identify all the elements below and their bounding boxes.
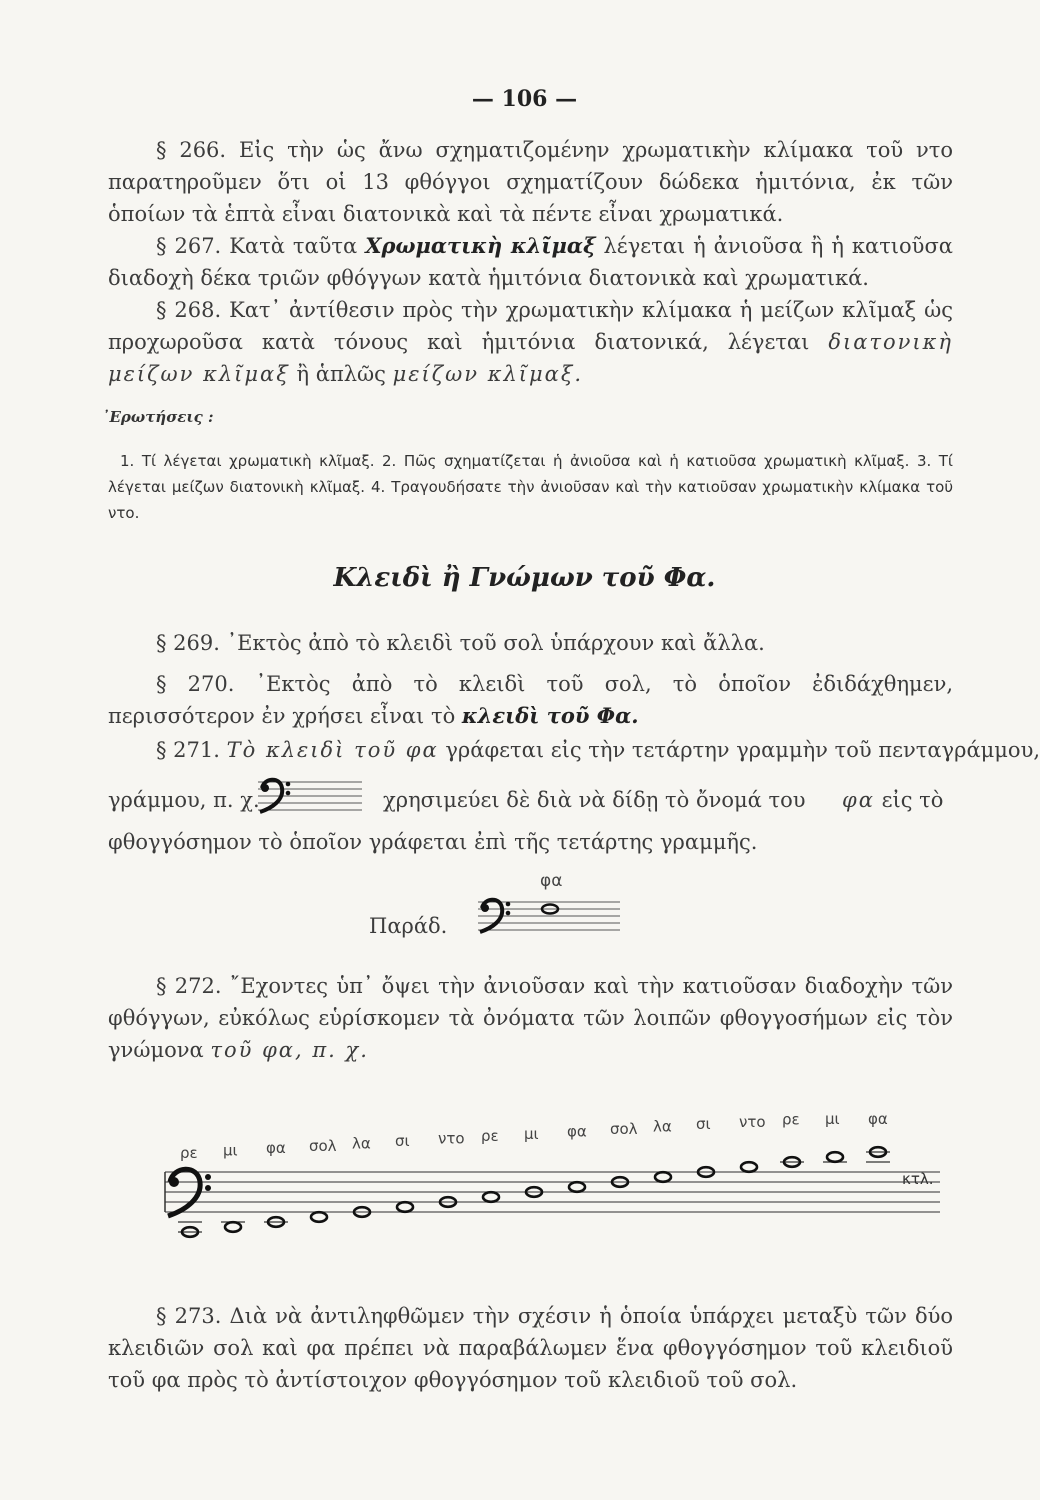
scale-note-name: φα [868, 1110, 888, 1128]
paragraph-270 [108, 668, 953, 732]
scale-note [311, 1212, 327, 1222]
etc-label: κτλ. [902, 1170, 934, 1188]
scale-note-name: σολ [309, 1136, 337, 1155]
scale-note-name: λα [653, 1117, 672, 1136]
paragraph-text: τοῦ φα, π. χ. [210, 1038, 369, 1062]
term-chromatic-scale: Χρωματικὴ κλῖμαξ [365, 233, 596, 258]
term-fa-clef: κλειδὶ τοῦ Φα. [461, 703, 639, 728]
example-staff [470, 868, 630, 940]
paragraph-text: λέγεται ἡ ἀνιοῦσα ἢ ἡ κατιοῦσα διαδοχὴ δέκα τριῶν φθόγγων κατὰ ἡμιτόνια διατονικὰ καὶ χρωματικά. [108, 234, 953, 290]
paragraph-text: Διὰ νὰ ἀντιληφθῶμεν τὴν σχέσιν ἡ ὁποία ὑπάρχει μεταξὺ τῶν δύο κλειδιῶν σολ καὶ φα πρέπει νὰ παραβάλωμεν ἕνα φθογγόσημον τοῦ κλειδιοῦ τοῦ φα πρὸς τὸ ἀντίστοιχον φθογγόσημον τοῦ κλειδιοῦ τοῦ σολ. [108, 1304, 953, 1392]
paragraph-text: ῎Εχοντες ὑπ᾽ ὄψει τὴν ἀνιοῦσαν καὶ τὴν κατιοῦσαν διαδοχὴν τῶν φθόγγων, εὐκόλως εὑρίσκομεν τὰ ὀνόματα τῶν λοιπῶν φθογγοσήμων εἰς τὸν γνώμονα [108, 974, 953, 1062]
scale-note-name: σολ [610, 1120, 638, 1138]
section-number: § 272. [156, 974, 222, 998]
section-number: § 267. [156, 234, 222, 258]
scale-note [397, 1202, 413, 1212]
scale-note-name: λα [352, 1134, 371, 1153]
paragraph-271-line3: φθογγόσημον τὸ ὁποῖον γράφεται ἐπὶ τῆς τετάρτης γραμμῆς. [108, 830, 758, 854]
scale-note-name: ρε [782, 1110, 800, 1129]
scale-note-name: σι [696, 1115, 711, 1134]
paragraph-271-line2b: χρησιμεύει δὲ διὰ νὰ δίδῃ τὸ ὄνομά του [383, 788, 806, 812]
paragraph-text: ᾽Εκτὸς ἀπὸ τὸ κλειδὶ τοῦ σολ ὑπάρχουν καὶ ἄλλα. [226, 631, 765, 655]
scale-note-name: σι [395, 1132, 410, 1150]
paragraph-271-line1 [156, 734, 1040, 766]
section-number: § 266. [156, 138, 227, 162]
paragraph-271-line2a: γράμμου, π. χ. [108, 788, 260, 812]
paragraph-268 [108, 294, 953, 390]
scale-note-name: ρε [180, 1144, 198, 1162]
section-heading: Κλειδὶ ἢ Γνώμων τοῦ Φα. [333, 563, 716, 593]
scale-note [569, 1182, 585, 1192]
scale-note-name: ντο [438, 1129, 465, 1148]
scale-note-name: μι [825, 1110, 840, 1128]
term-major-scale: μείζων κλῖμαξ. [392, 362, 584, 386]
paragraph-text: ᾽Εκτὸς ἀπὸ τὸ κλειδὶ τοῦ σολ, τὸ ὁποῖον ἐδιδάχθημεν, περισσότερον ἐν χρήσει εἶναι τὸ [108, 672, 954, 728]
paragraph-text: Κατὰ ταῦτα [229, 234, 358, 258]
paragraph-266 [108, 134, 953, 230]
page-number: — 106 — [471, 86, 578, 112]
paragraph-273 [108, 1300, 953, 1396]
fa-clef-icon [168, 1169, 211, 1216]
section-number: § 271. [156, 738, 220, 762]
example-label: Παράδ. [369, 914, 448, 938]
scale-note-name: ρε [481, 1127, 499, 1146]
term-fa-clef-italic: Τὸ κλειδὶ τοῦ φα [226, 738, 439, 762]
scale-note [741, 1162, 757, 1172]
bass-scale-staff [150, 1110, 950, 1250]
paragraph-text: Εἰς τὴν ὡς ἄνω σχηματιζομένην χρωματικὴν κλίμακα τοῦ ντο παρατηροῦμεν ὅτι οἱ 13 φθόγγοι σχηματίζουν δώδεκα ἡμιτόνια, ἐκ τῶν ὁποίων τὰ ἑπτὰ εἶναι διατονικὰ καὶ τὰ πέντε εἶναι χρωματικά. [108, 138, 954, 226]
questions-label: ᾽Ερωτήσεις : [102, 408, 214, 426]
scale-note [225, 1222, 241, 1232]
fa-clef-inline-staff [250, 770, 370, 822]
questions-text: 1. Τί λέγεται χρωματικὴ κλῖμαξ. 2. Πῶς σχηματίζεται ἡ ἀνιοῦσα καὶ ἡ κατιοῦσα χρωματικὴ κλῖμαξ. 3. Τί λέγεται μείζων διατονικὴ κλῖμαξ. 4. Τραγουδήσατε τὴν ἀνιοῦσαν καὶ τὴν κατιοῦσαν χρωματικὴν κλίμακα τοῦ ντο. [108, 452, 953, 522]
paragraph-text: ἢ ἁπλῶς [296, 362, 386, 386]
scale-note-name: μι [223, 1141, 238, 1160]
scale-note-name: φα [266, 1139, 286, 1158]
paragraph-269 [108, 627, 953, 659]
scale-note [483, 1192, 499, 1202]
paragraph-272 [108, 970, 953, 1066]
section-number: § 268. [156, 298, 222, 322]
section-number: § 273. [156, 1304, 222, 1328]
term-diatonic-major: διατονικὴ μείζων κλῖμαξ [108, 330, 953, 386]
paragraph-text: γράφεται εἰς τὴν τετάρτην γραμμὴν τοῦ πενταγράμμου, [445, 738, 1040, 762]
paragraph-text: Κατ᾽ ἀντίθεσιν πρὸς τὴν χρωματικὴν κλίμακα ἡ μείζων κλῖμαξ ὡς προχωροῦσα κατὰ τόνους καὶ ἡμιτόνια διατονικά, λέγεται [108, 298, 953, 354]
example-note-name: φα [540, 871, 563, 891]
scale-note-name: ντο [739, 1112, 766, 1131]
section-number: § 269. [156, 631, 220, 655]
scale-note-name: φα [567, 1122, 587, 1141]
scale-note [827, 1152, 843, 1162]
scale-note [655, 1172, 671, 1182]
scale-note-name: μι [524, 1124, 539, 1143]
paragraph-271-line2c: φα εἰς τὸ [842, 788, 944, 812]
paragraph-267 [108, 230, 953, 294]
section-number: § 270. [156, 672, 235, 696]
